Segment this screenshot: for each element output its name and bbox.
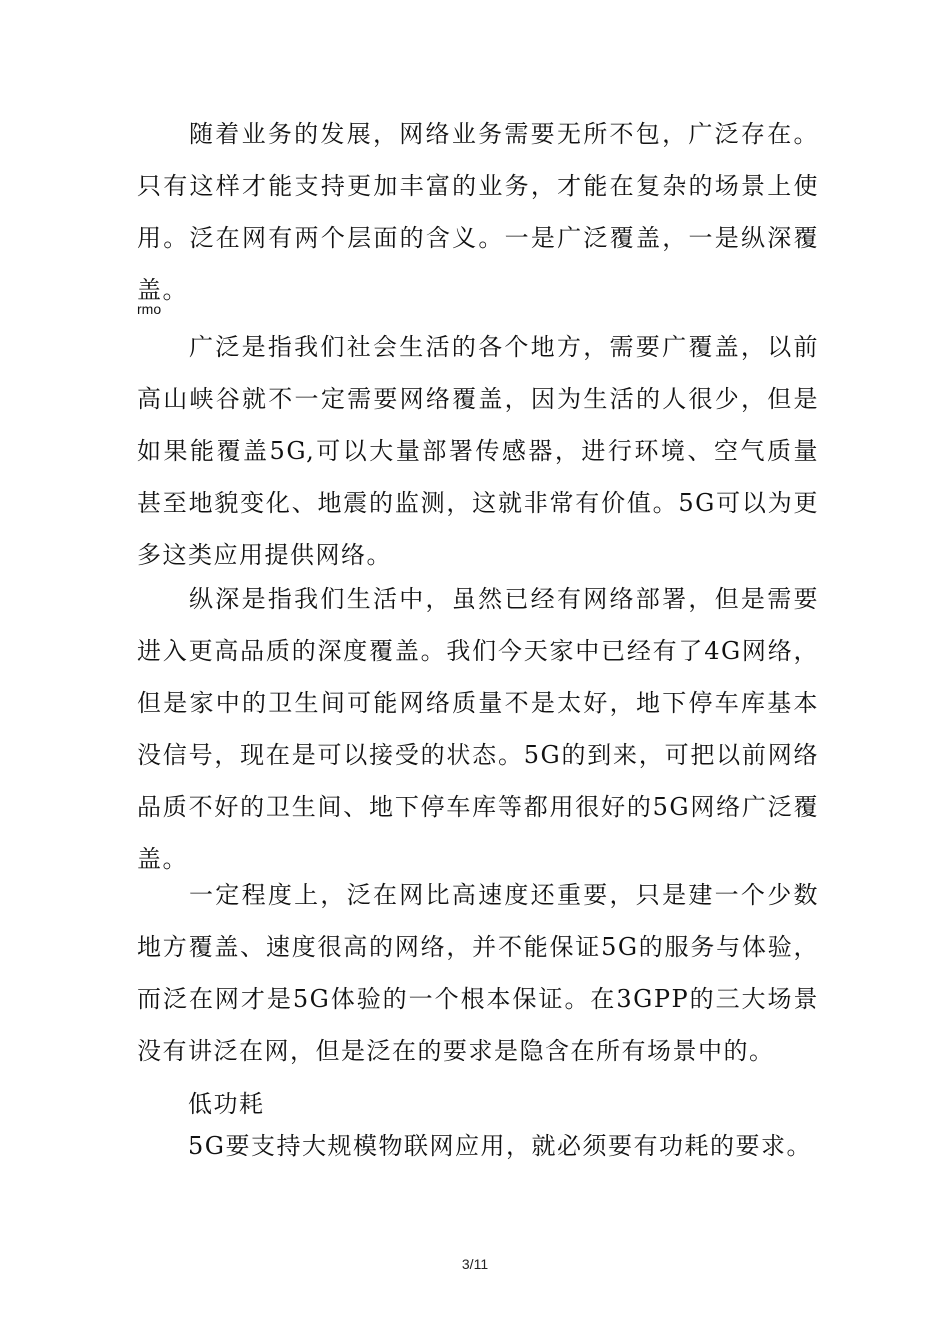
paragraph-deep-coverage: 纵深是指我们生活中，虽然已经有网络部署，但是需要进入更高品质的深度覆盖。我们今天家中已经有了4G网络，但是家中的卫生间可能网络质量不是太好，地下停车库基本没信号，现在是可以接受的状态。5G的到来，可把以前网络品质不好的卫生间、地下停车库等都用很好的5G网络广泛覆盖。 <box>137 585 819 873</box>
paragraph-wide-coverage: 广泛是指我们社会生活的各个地方，需要广覆盖，以前高山峡谷就不一定需要网络覆盖，因为生活的人很少，但是如果能覆盖5G,可以大量部署传感器，进行环境、空气质量甚至地貌变化、地震的监测，这就非常有价值。5G可以为更多这类应用提供网络。 <box>137 333 819 569</box>
section-heading-low-power: 低功耗 <box>188 1090 265 1118</box>
paragraph-power-requirement: 5G要支持大规模物联网应用，就必须要有功耗的要求。 <box>188 1132 812 1160</box>
stray-note: rmo <box>137 301 162 317</box>
page-number: 3/11 <box>461 1256 489 1272</box>
paragraph-ubiquity-importance: 一定程度上，泛在网比高速度还重要，只是建一个少数地方覆盖、速度很高的网络，并不能保证5G的服务与体验，而泛在网才是5G体验的一个根本保证。在3GPP的三大场景没有讲泛在网，但是泛在的要求是隐含在所有场景中的。 <box>137 881 819 1065</box>
paragraph-ubiquitous-network: 随着业务的发展，网络业务需要无所不包，广泛存在。只有这样才能支持更加丰富的业务，才能在复杂的场景上使用。泛在网有两个层面的含义。一是广泛覆盖，一是纵深覆盖。 <box>137 120 819 304</box>
